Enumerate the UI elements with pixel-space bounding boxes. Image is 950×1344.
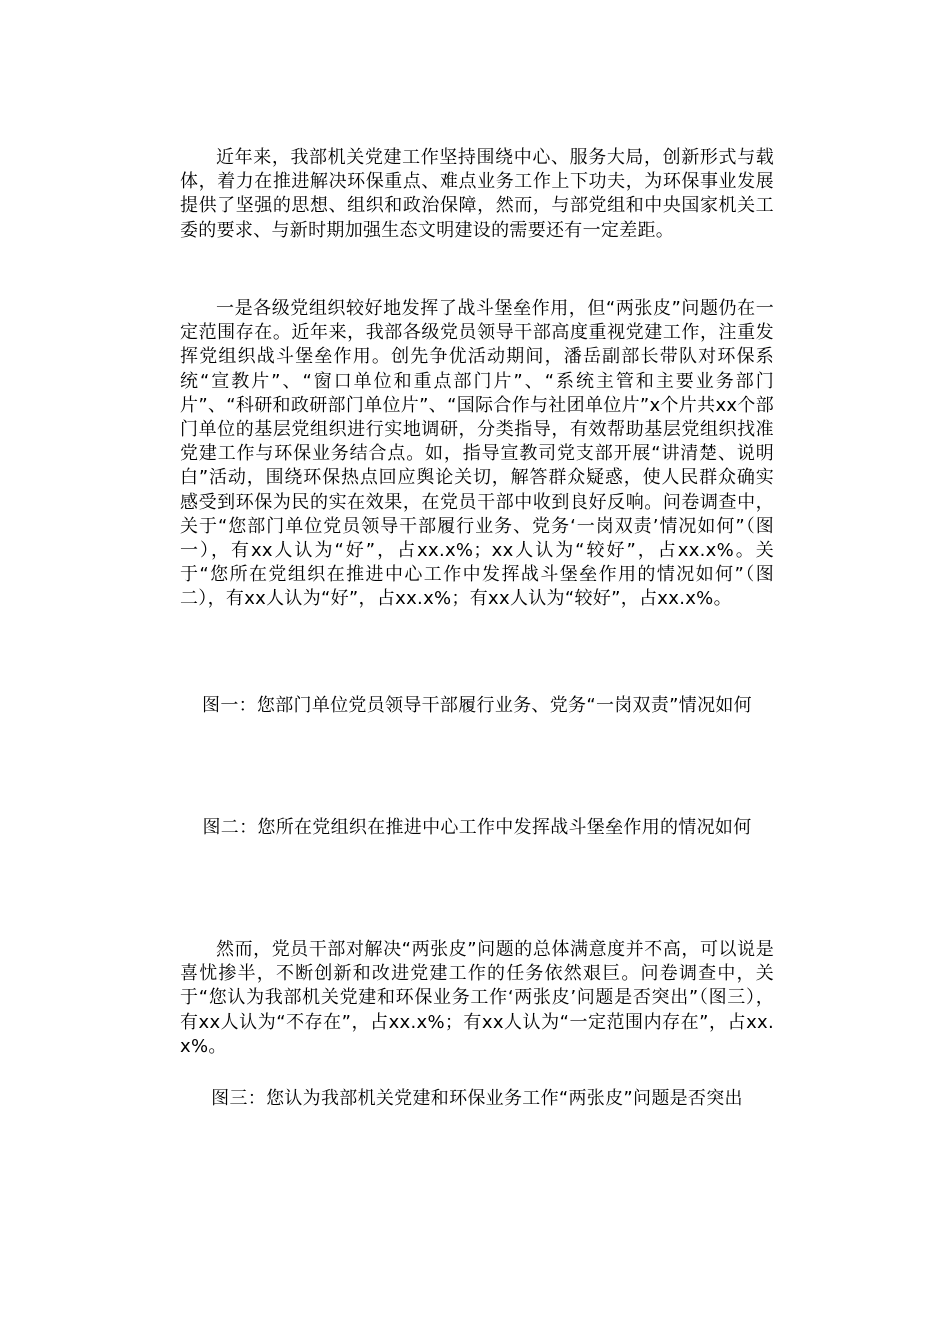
paragraph-intro: 近年来，我部机关党建工作坚持围绕中心、服务大局，创新形式与载体，着力在推进解决环保重点、难点业务工作上下功夫，为环保事业发展提供了坚强的思想、组织和政治保障，然而，与部党组和中央国家机关工委的要求、与新时期加强生态文明建设的需要还有一定差距。: [180, 147, 774, 241]
paragraph-point-one: 一是各级党组织较好地发挥了战斗堡垒作用，但“两张皮”问题仍在一定范围存在。近年来，我部各级党员领导干部高度重视党建工作，注重发挥党组织战斗堡垒作用。创先争优活动期间，潘岳副部长带队对环保系统“宣教片”、“窗口单位和重点部门片”、“系统主管和主要业务部门片”、“科研和政研部门单位片”、“国际合作与社团单位片”x个片共xx个部门单位的基层党组织进行实地调研，分类指导，有效帮助基层党组织找准党建工作与环保业务结合点。如，指导宣教司党支部开展“讲清楚、说明白”活动，围绕环保热点回应舆论关切，解答群众疑惑，使人民群众确实感受到环保为民的实在效果，在党员干部中收到良好反响。问卷调查中，关于“您部门单位党员领导干部履行业务、党务‘一岗双责’情况如何”（图一），有xx人认为“好”，占xx.x%；xx人认为“较好”，占xx.x%。关于“您所在党组织在推进中心工作中发挥战斗堡垒作用的情况如何”（图二），有xx人认为“好”，占xx.x%；有xx人认为“较好”，占xx.x%。: [180, 298, 774, 610]
figure-caption-3: 图三：您认为我部机关党建和环保业务工作“两张皮”问题是否突出: [211, 1088, 743, 1109]
figure-caption-2: 图二：您所在党组织在推进中心工作中发挥战斗堡垒作用的情况如何: [202, 817, 752, 838]
figure-caption-1: 图一：您部门单位党员领导干部履行业务、党务“一岗双责”情况如何: [202, 695, 752, 716]
figure-placeholder-2: [180, 868, 774, 934]
paragraph-satisfaction: 然而，党员干部对解决“两张皮”问题的总体满意度并不高，可以说是喜忧掺半，不断创新和改进党建工作的任务依然艰巨。问卷调查中，关于“您认为我部机关党建和环保业务工作‘两张皮’问题是否突出”（图三），有xx人认为“不存在”，占xx.x%；有xx人认为“一定范围内存在”，占xx.x%。: [180, 939, 774, 1057]
figure-placeholder-1: [180, 746, 774, 812]
